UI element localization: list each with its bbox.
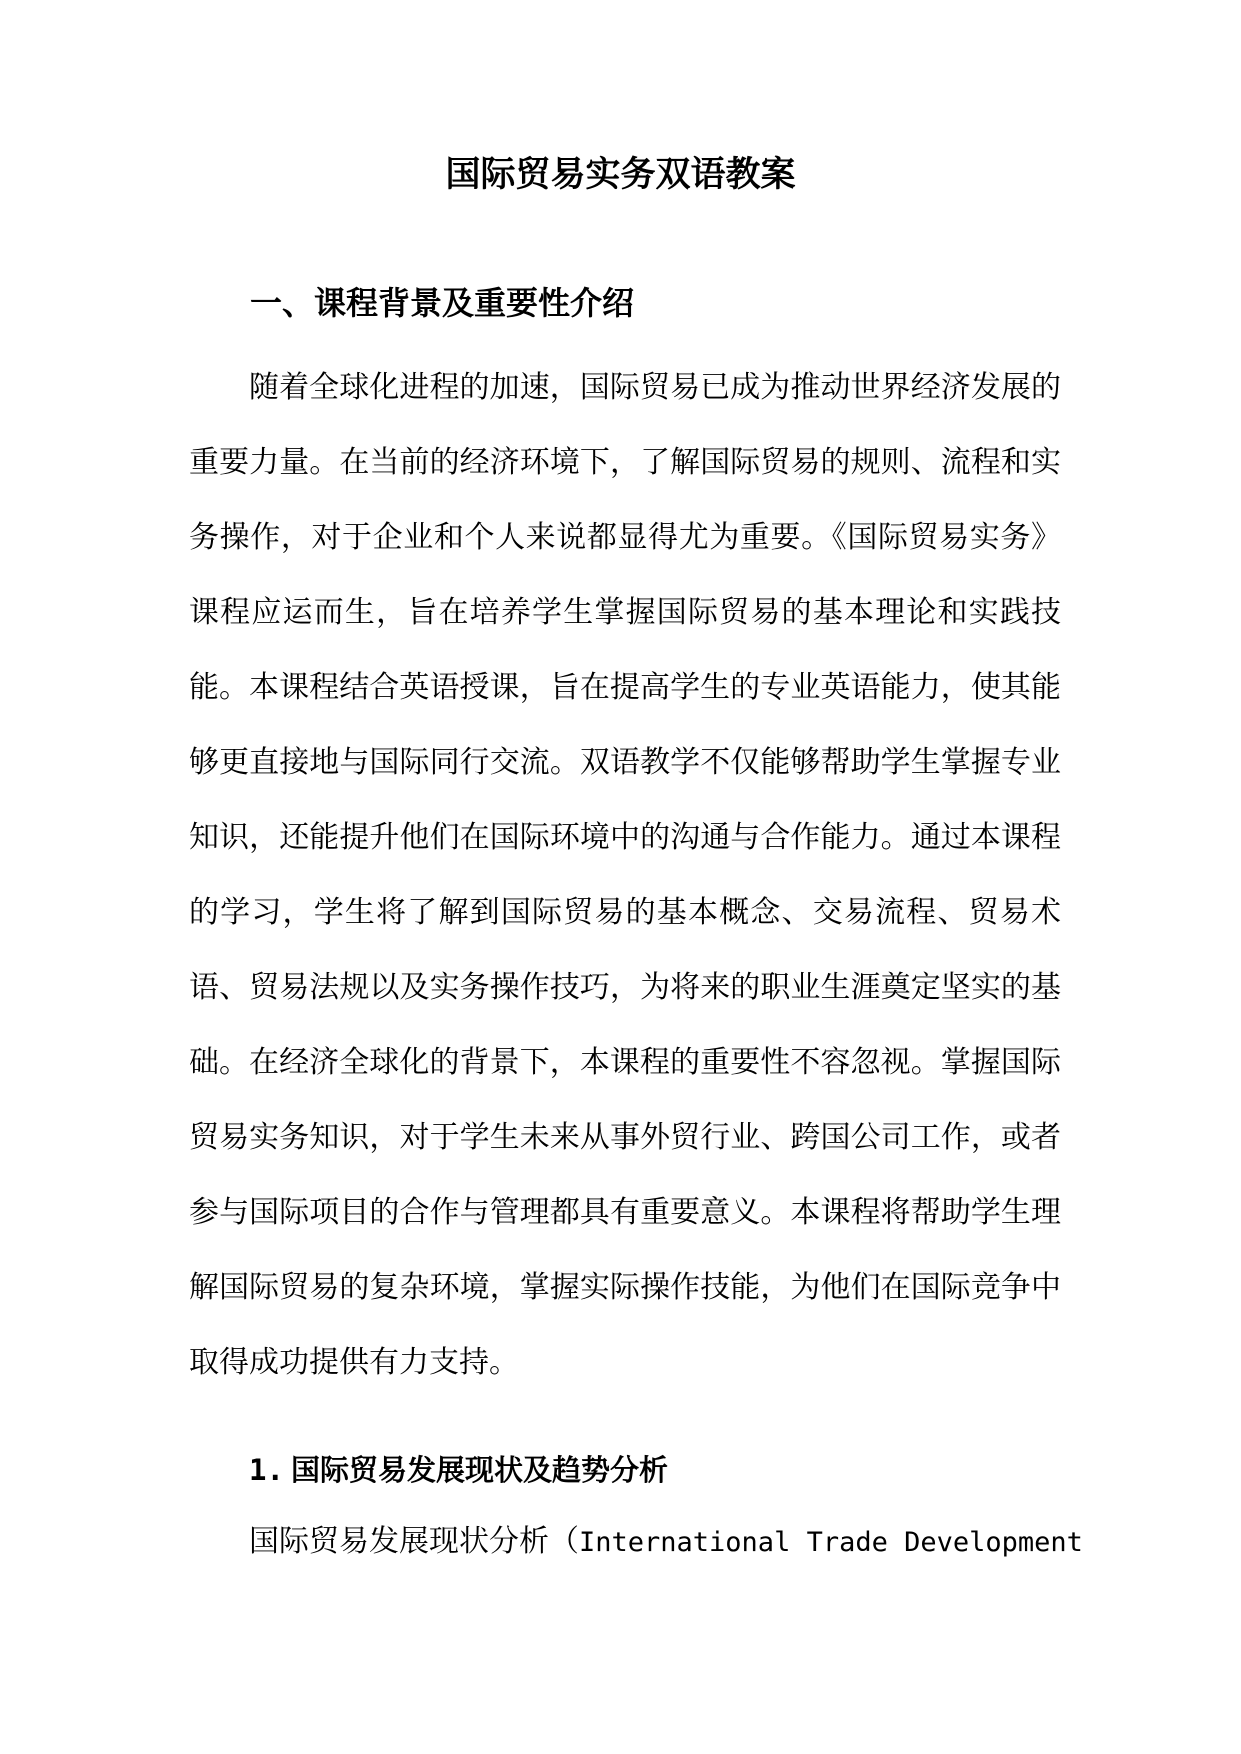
- subsection-intro-line: [249, 1512, 1083, 1573]
- subsection-number: 1.: [249, 1453, 284, 1487]
- paragraph-1: 随着全球化进程的加速，国际贸易已成为推动世界经济发展的重要力量。在当前的经济环境下，了解国际贸易的规则、流程和实务操作，对于企业和个人来说都显得尤为重要。《国际贸易实务》课程应运而生，旨在培养学生掌握国际贸易的基本理论和实践技能。: [189, 370, 1061, 705]
- section-heading: 一、课程背景及重要性介绍: [250, 284, 635, 322]
- subsection-title: 国际贸易发展现状及趋势分析: [291, 1453, 669, 1487]
- paragraph-2: 本课程结合英语授课，旨在提高学生的专业英语能力，使其能够更直接地与国际同行交流。双语教学不仅能够帮助学生掌握专业知识，还能提升他们在国际环境中的沟通与合作能力。通过本课程的学习，学生将了解到国际贸易的基本概念、交易流程、贸易术语、贸易法规以及实务操作技巧，为将来的职业生涯奠定坚实的基础。: [189, 670, 1061, 1080]
- subsection-intro-cn: 国际贸易发展现状分析（: [249, 1524, 579, 1559]
- paragraph-3: 在经济全球化的背景下，本课程的重要性不容忽视。掌握国际贸易实务知识，对于学生未来从事外贸行业、跨国公司工作，或者参与国际项目的合作与管理都具有重要意义。本课程将帮助学生理解国际贸易的复杂环境，掌握实际操作技能，为他们在国际竞争中取得成功提供有力支持。: [189, 1045, 1061, 1380]
- document-title: 国际贸易实务双语教案: [445, 155, 796, 195]
- subsection-intro-en: International Trade Development: [579, 1527, 1083, 1558]
- subsection-heading: [249, 1449, 668, 1491]
